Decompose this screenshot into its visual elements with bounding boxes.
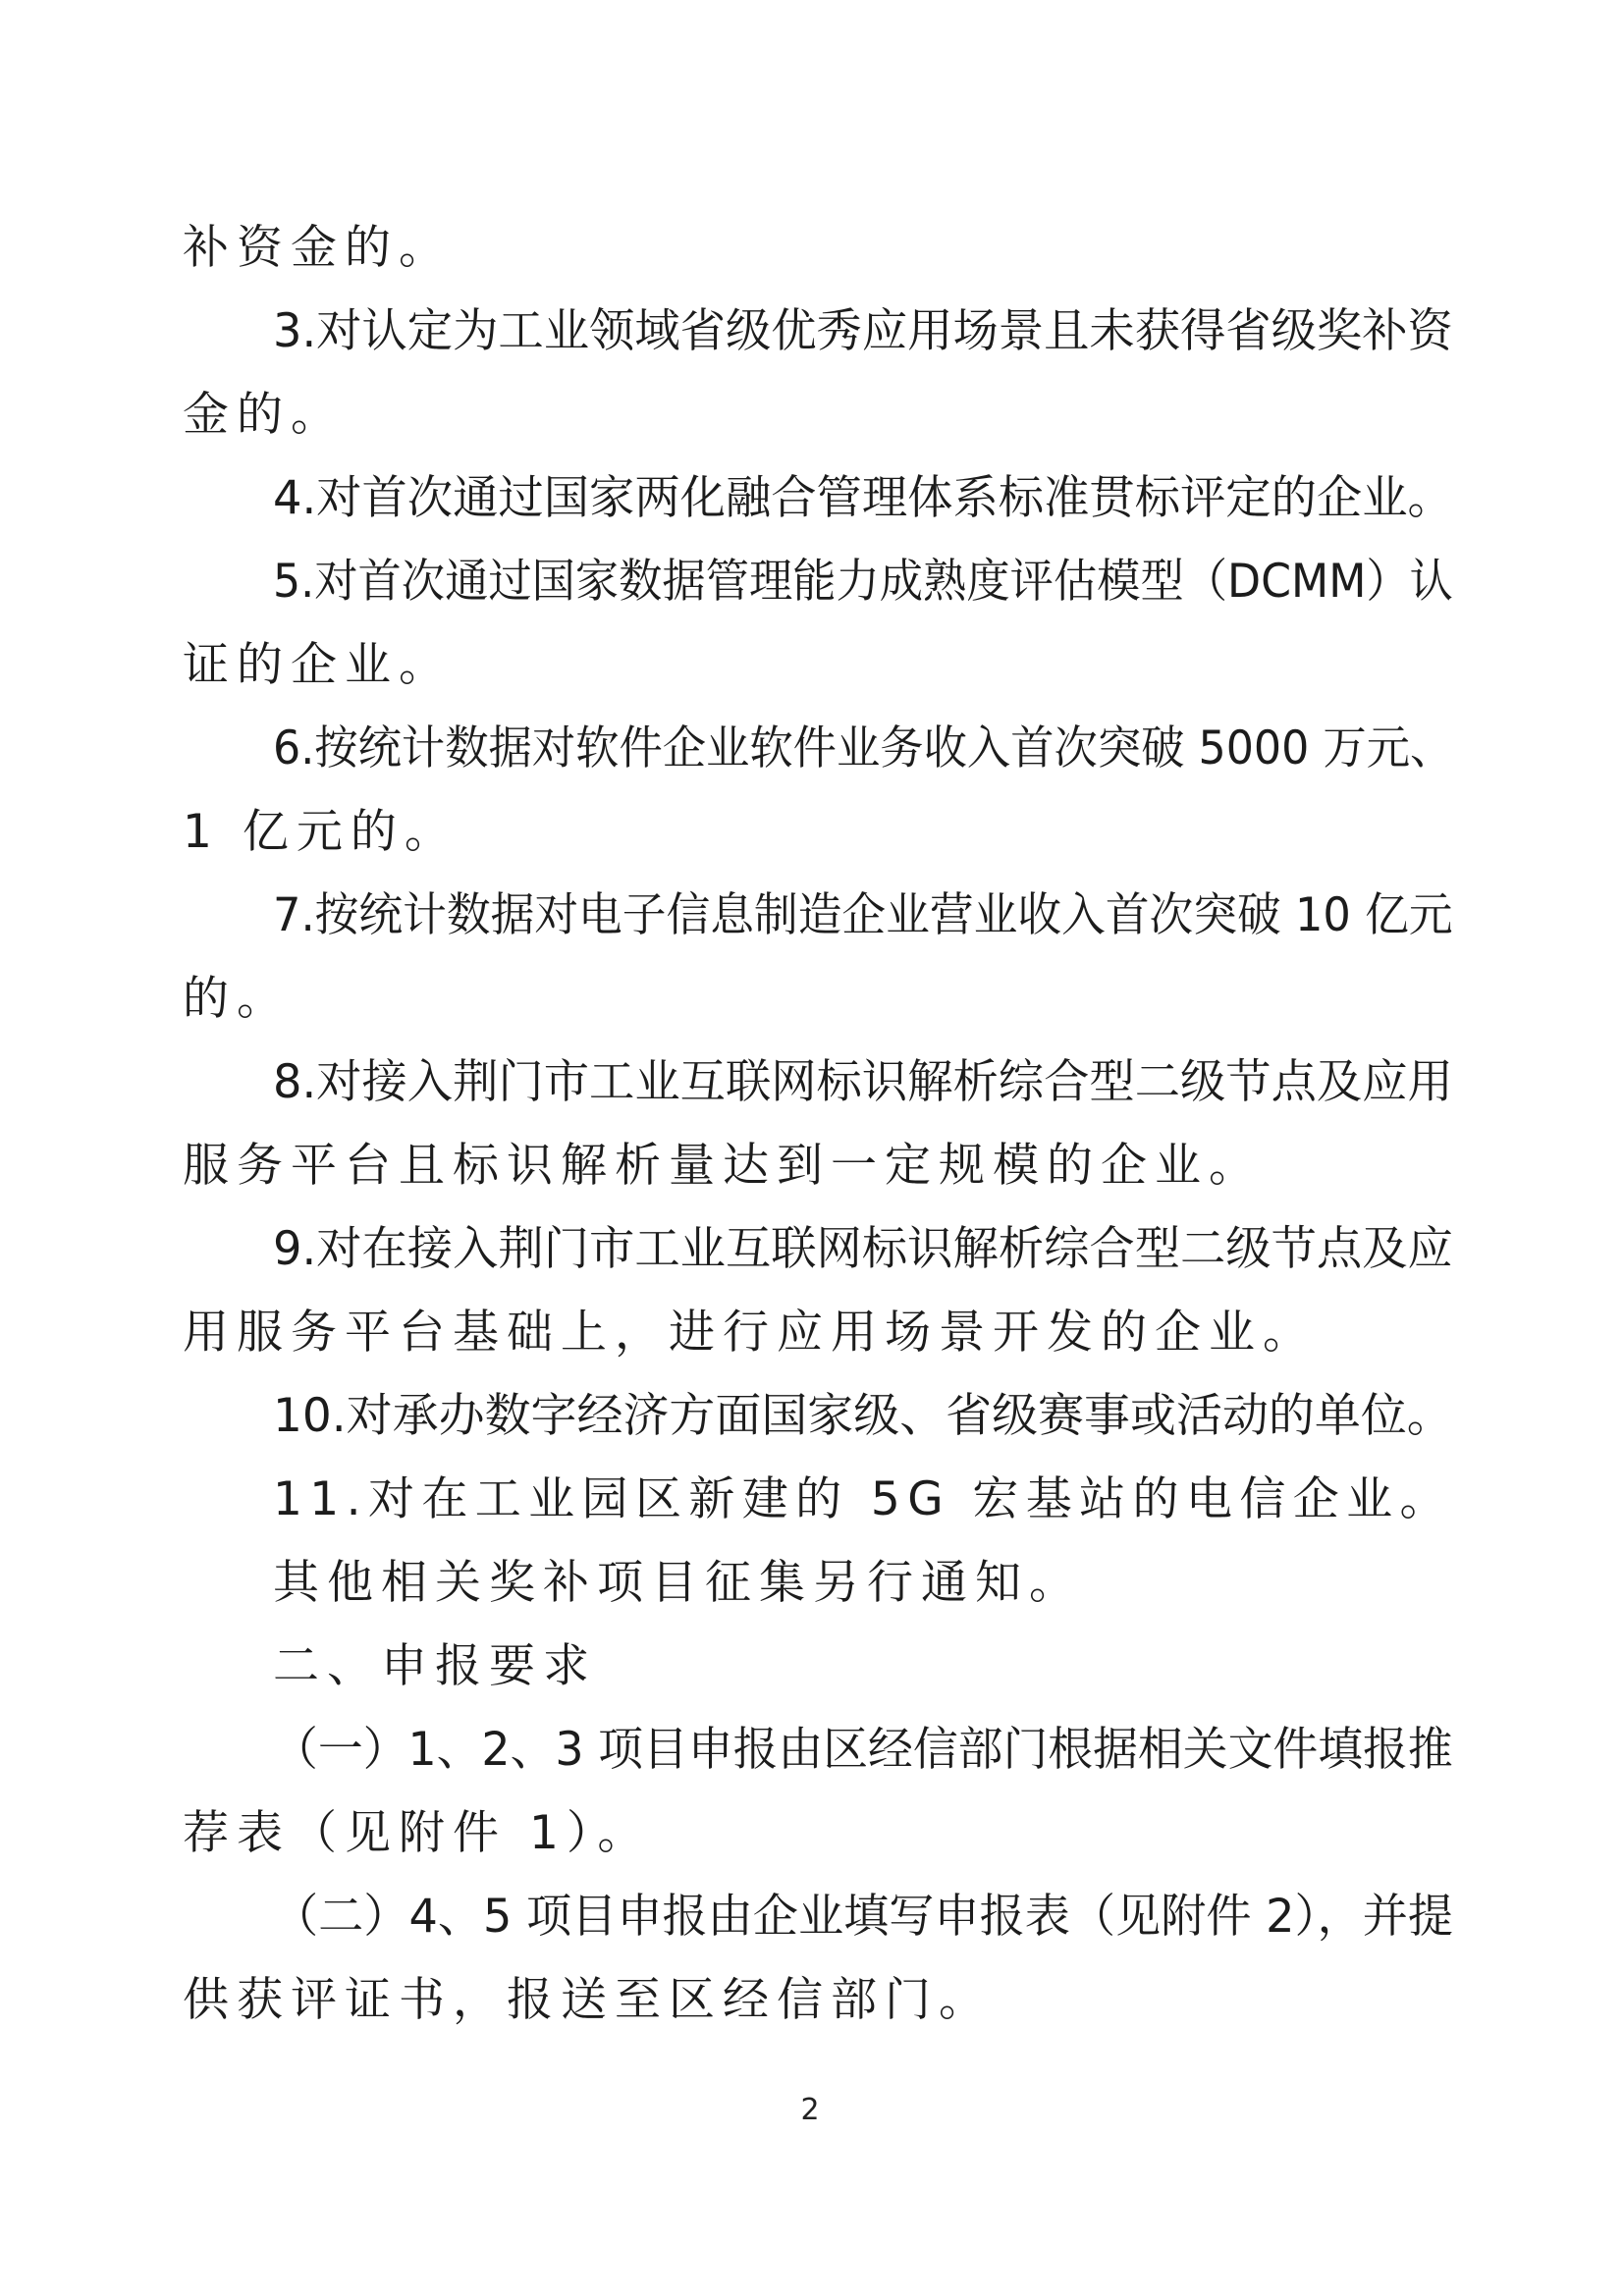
text-line: 金的。: [183, 388, 345, 442]
text-line: 10.对承办数字经济方面国家级、省级赛事或活动的单位。: [273, 1389, 1453, 1443]
text-line: 6.按统计数据对软件企业软件业务收入首次突破 5000 万元、: [273, 721, 1454, 775]
text-line: 1 亿元的。: [183, 805, 459, 859]
text-line: 供获评证书，报送至区经信部门。: [183, 1973, 993, 2027]
text-line: （二）4、5 项目申报由企业填写申报表（见附件 2），并提: [273, 1890, 1454, 1944]
text-line: 证的企业。: [183, 638, 453, 692]
section-heading: 二、申报要求: [273, 1639, 597, 1693]
text-line: 3.对认定为工业领域省级优秀应用场景且未获得省级奖补资: [273, 304, 1453, 358]
text-line: 用服务平台基础上，进行应用场景开发的企业。: [183, 1306, 1317, 1360]
text-line: 7.按统计数据对电子信息制造企业营业收入首次突破 10 亿元: [273, 888, 1453, 942]
text-line: 9.对在接入荆门市工业互联网标识解析综合型二级节点及应: [273, 1222, 1453, 1276]
text-line: 补资金的。: [183, 221, 453, 275]
text-line: 的。: [183, 972, 291, 1026]
page-number: 2: [800, 2093, 820, 2127]
text-line: 其他相关奖补项目征集另行通知。: [273, 1556, 1083, 1610]
text-line: 8.对接入荆门市工业互联网标识解析综合型二级节点及应用: [273, 1055, 1453, 1109]
text-line: 荐表（见附件 1）。: [183, 1806, 652, 1860]
text-line: 4.对首次通过国家两化融合管理体系标准贯标评定的企业。: [273, 471, 1453, 525]
text-line: 5.对首次通过国家数据管理能力成熟度评估模型（DCMM）认: [273, 555, 1453, 609]
text-line: 11.对在工业园区新建的 5G 宏基站的电信企业。: [273, 1472, 1453, 1526]
text-line: 服务平台且标识解析量达到一定规模的企业。: [183, 1139, 1263, 1193]
text-line: （一）1、2、3 项目申报由区经信部门根据相关文件填报推: [273, 1723, 1453, 1777]
